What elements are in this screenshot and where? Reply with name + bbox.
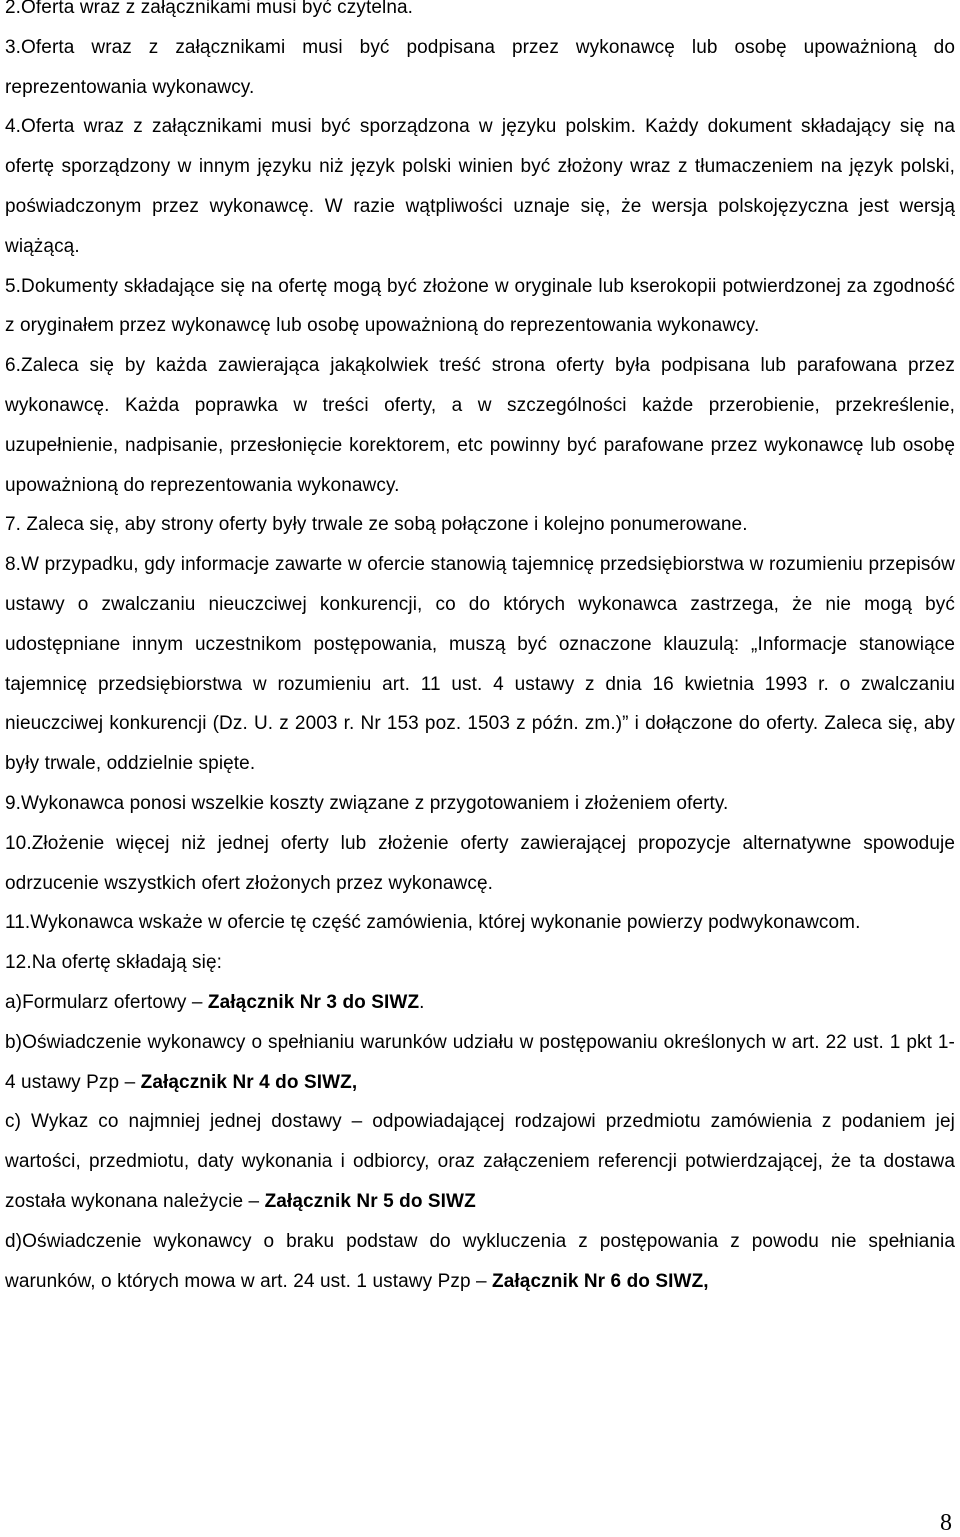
paragraph-7: 7. Zaleca się, aby strony oferty były trwale ze sobą połączone i kolejno ponumerowane. bbox=[5, 514, 748, 536]
paragraph-8: 8.W przypadku, gdy informacje zawarte w ofercie stanowią tajemnicę przedsiębiorstwa w rozumieniu przepisów ustawy o zwalczaniu nieuczciwej konkurencji, co do których wykonawca zastrzega, że nie mogą być udostępniane innym uczestnikom postępowania, muszą być oznaczone klauzulą: „Informacje stanowiące tajemnicę przedsiębiorstwa w rozumieniu art. 11 ust. 4 ustawy z dnia 16 kwietnia 1993 r. o zwalczaniu nieuczciwej konkurencji (Dz. U. z 2003 r. Nr 153 poz. 1503 z późn. zm.)” i dołączone do oferty. Zaleca się, aby były trwale, oddzielnie spięte. bbox=[5, 554, 955, 775]
list-item-c-attachment: Załącznik Nr 5 do SIWZ bbox=[264, 1190, 476, 1212]
page-number: 8 bbox=[940, 1510, 952, 1536]
document-page bbox=[5, 0, 955, 1301]
list-item-b-text: b)Oświadczenie wykonawcy o spełnianiu warunków udziału w postępowaniu określonych w art. 22 ust. 1 pkt 1-4 ustawy Pzp – bbox=[5, 1031, 955, 1093]
list-item-a-attachment: Załącznik Nr 3 do SIWZ bbox=[207, 991, 420, 1013]
paragraph-3: 3.Oferta wraz z załącznikami musi być podpisana przez wykonawcę lub osobę upoważnioną do reprezentowania wykonawcy. bbox=[5, 36, 955, 98]
list-item-b bbox=[5, 1023, 955, 1103]
paragraph-6: 6.Zaleca się by każda zawierająca jakąkolwiek treść strona oferty była podpisana lub parafowana przez wykonawcę. Każda poprawka w treści oferty, a w szczególności każde przerobienie, przekreślenie, uzupełnienie, nadpisanie, przesłonięcie korektorem, etc powinny być parafowane przez wykonawcę lub osobę upoważnioną do reprezentowania wykonawcy. bbox=[5, 355, 955, 496]
list-item-c bbox=[5, 1102, 955, 1221]
list-item-d bbox=[5, 1222, 955, 1302]
list-item-d-text: d)Oświadczenie wykonawcy o braku podstaw do wykluczenia z postępowania z powodu nie spełniania warunków, o których mowa w art. 24 ust. 1 ustawy Pzp – bbox=[5, 1230, 955, 1292]
paragraph-10: 10.Złożenie więcej niż jednej oferty lub złożenie oferty zawierającej propozycje alternatywne spowoduje odrzucenie wszystkich ofert złożonych przez wykonawcę. bbox=[5, 832, 955, 894]
list-item-a-tail: . bbox=[419, 991, 425, 1013]
list-item-d-attachment: Załącznik Nr 6 do SIWZ, bbox=[492, 1270, 709, 1292]
paragraph-5: 5.Dokumenty składające się na ofertę mogą być złożone w oryginale lub kserokopii potwierdzonej za zgodność z oryginałem przez wykonawcę lub osobę upoważnioną do reprezentowania wykonawcy. bbox=[5, 275, 955, 337]
list-item-a-text: a)Formularz ofertowy – bbox=[5, 991, 208, 1013]
paragraph-11: 11.Wykonawca wskaże w ofercie tę część zamówienia, której wykonanie powierzy podwykonawcom. bbox=[5, 912, 861, 934]
paragraph-12: 12.Na ofertę składają się: bbox=[5, 952, 222, 974]
paragraph-4: 4.Oferta wraz z załącznikami musi być sporządzona w języku polskim. Każdy dokument składający się na ofertę sporządzony w innym języku niż język polski winien być złożony wraz z tłumaczeniem na język polski, poświadczonym przez wykonawcę. W razie wątpliwości uznaje się, że wersja polskojęzyczna jest wersją wiążącą. bbox=[5, 116, 955, 257]
list-item-c-text: c) Wykaz co najmniej jednej dostawy – odpowiadającej rodzajowi przedmiotu zamówienia z podaniem jej wartości, przedmiotu, daty wykonania i odbiorcy, oraz załączeniem referencji potwierdzającej, że ta dostawa została wykonana należycie – bbox=[5, 1111, 955, 1212]
list-item-b-attachment: Załącznik Nr 4 do SIWZ, bbox=[140, 1071, 358, 1093]
list-item-a bbox=[5, 983, 955, 1023]
paragraph-9: 9.Wykonawca ponosi wszelkie koszty związane z przygotowaniem i złożeniem oferty. bbox=[5, 792, 729, 814]
paragraph-2: 2.Oferta wraz z załącznikami musi być czytelna. bbox=[5, 0, 414, 18]
